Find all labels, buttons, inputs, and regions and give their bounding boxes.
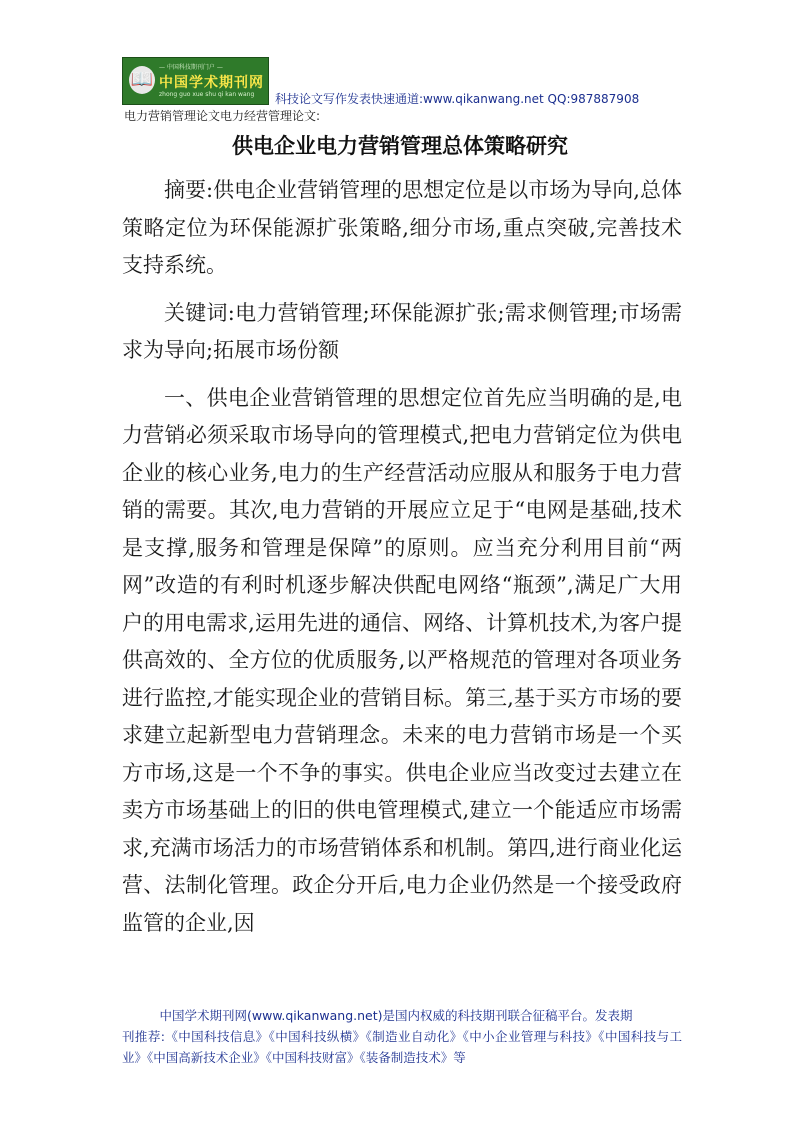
logo-pinyin: zhong guo xue shu qi kan wang — [159, 91, 255, 98]
header-slogan: 科技论文写作发表快速通道:www.qikanwang.net QQ:987887908 — [275, 92, 640, 106]
page-footer — [122, 1005, 682, 1068]
book-icon: 📖 — [129, 66, 155, 94]
footer-recommendations: 刊推荐:《中国科技信息》《中国科技纵横》《制造业自动化》《中小企业管理与科技》《中国科技与工业》《中国高新技术企业》《中国科技财富》《装备制造技术》等 — [122, 1029, 682, 1065]
abstract-paragraph: 摘要:供电企业营销管理的思想定位是以市场为导向,总体策略定位为环保能源扩张策略,细分市场,重点突破,完善技术支持系统。 — [122, 178, 682, 277]
logo-top-text: — 中国科技期刊门户 — — [159, 64, 223, 71]
journal-logo — [122, 57, 269, 105]
category-line: 电力营销管理论文电力经营管理论文: — [124, 109, 321, 123]
article-body — [122, 172, 682, 942]
keywords-paragraph: 关键词:电力营销管理;环保能源扩张;需求侧管理;市场需求为导向;拓展市场份额 — [122, 300, 682, 362]
footer-line-1: 中国学术期刊网(www.qikanwang.net)是国内权威的科技期刊联合征稿平台。发表期 — [159, 1008, 633, 1023]
page-title: 供电企业电力营销管理总体策略研究 — [232, 133, 568, 158]
logo-name: 中国学术期刊网 — [159, 75, 264, 91]
page-header — [122, 57, 682, 105]
body-paragraph: 一、供电企业营销管理的思想定位首先应当明确的是,电力营销必须采取市场导向的管理模式,把电力营销定位为供电企业的核心业务,电力的生产经营活动应服从和服务于电力营销的需要。其次,电力营销的开展应立足于“电网是基础,技术是支撑,服务和管理是保障”的原则。应当充分利用目前“两网”改造的有利时机逐步解决供配电网络“瓶颈”,满足广大用户的用电需求,运用先进的通信、网络、计算机技术,为客户提供高效的、全方位的优质服务,以严格规范的管理对各项业务进行监控,才能实现企业的营销目标。第三,基于买方市场的要求建立起新型电力营销理念。未来的电力营销市场是一个买方市场,这是一个不争的事实。供电企业应当改变过去建立在卖方市场基础上的旧的供电管理模式,建立一个能适应市场需求,充满市场活力的市场营销体系和机制。第四,进行商业化运营、法制化管理。政企分开后,电力企业仍然是一个接受政府监管的企业,因 — [122, 385, 682, 935]
